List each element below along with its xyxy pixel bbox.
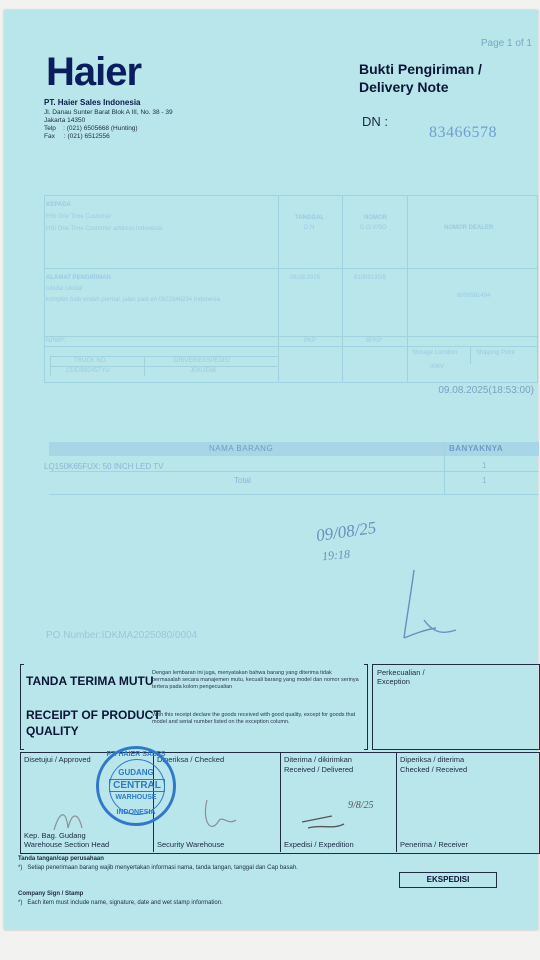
storage-location-value: 006V <box>430 364 445 370</box>
goods-row-qty: 1 <box>482 461 487 470</box>
handwritten-time: 19:18 <box>321 546 351 564</box>
driver-label: DRIVER/EKSPEDISI <box>174 358 231 364</box>
quality-title-en-1: RECEIPT OF PRODUCT <box>26 708 161 722</box>
nomor-value: 81009135/8 <box>354 275 386 281</box>
stamp-bottom-text: INDONESIA <box>116 809 156 816</box>
goods-row-name: LQ150K65FUX: 50 INCH LED TV <box>44 462 164 471</box>
received-delivered-label: Diterima / dikirimkan Received / Delivered <box>284 755 354 774</box>
quality-text-en: With this receipt declare the goods received with good quality, except for goods that model and serial number listed on the exception column. <box>152 712 356 725</box>
footer-note-2-text: *) Each item must include name, signature, date and wet stamp information. <box>18 900 223 906</box>
storage-location-label: Storage Location <box>412 350 458 356</box>
title-line-2: Delivery Note <box>359 79 449 95</box>
po-number: PO Number:IDKMA2025080/0004 <box>46 630 198 641</box>
footer-note-1-text: *) Setiap penerimaan barang wajib menyertakan informasi nama, tanda tangan, tanggal dan Cap basah. <box>18 865 298 871</box>
print-timestamp: 09.08.2025(18:53:00) <box>438 385 534 396</box>
document-title <box>359 60 482 96</box>
company-fax: Fax : (021) 6512556 <box>44 133 110 140</box>
truck-no-value: CDE/B9245TYU <box>66 368 110 374</box>
footer-note-2-title: Company Sign / Stamp <box>18 891 84 897</box>
company-address-line: Jl. Danau Sunter Barat Blok A III, No. 38 - 39 <box>44 109 173 116</box>
pkp-label: PKP <box>304 338 317 344</box>
dn-number: 83466578 <box>429 124 497 141</box>
tanggal-value: 08.08.2025 <box>290 275 321 281</box>
tanggal-label: TANGGAL <box>295 215 325 221</box>
page-number: Page 1 of 1 <box>480 38 532 49</box>
quality-title-id: TANDA TERIMA MUTU <box>26 674 154 688</box>
approved-label: Disetujui / Approved <box>24 755 91 764</box>
goods-table-header <box>49 442 539 456</box>
customer-address: HSI One Time Customer address Indonesia <box>46 226 163 232</box>
receiver-signature-scribble <box>384 560 464 650</box>
driver-value: JEKUE66 <box>190 368 217 374</box>
alamat-label: ALAMAT PENGIRIMAN <box>46 275 111 281</box>
alamat-line-1: tukidal tukidal <box>46 286 83 292</box>
exception-label: Perkecualian / Exception <box>377 668 425 686</box>
haier-logo: Haier <box>46 50 142 94</box>
handwritten-date: 09/08/25 <box>314 517 378 546</box>
dn-label: DN : <box>362 114 388 129</box>
stamp-line-3: WARHOUSE <box>115 794 157 801</box>
checked-label: Diperiksa / Checked <box>157 755 225 764</box>
npwp-label: NPWP: <box>46 338 66 344</box>
total-qty: 1 <box>482 476 487 485</box>
receiver-label: Penerima / Receiver <box>400 840 468 849</box>
stamp-line-2: CENTRAL <box>109 779 165 792</box>
total-label: Total <box>234 476 251 485</box>
warehouse-stamp <box>96 746 176 826</box>
alamat-line-2: komplek bale endah permai, jalan padi en 0822348234 Indonesia <box>46 297 220 303</box>
truck-no-label: TRUCK NO. <box>74 358 107 364</box>
nomor-sub: D.O.V/SO <box>360 225 387 231</box>
ekspedisi-box: EKSPEDISI <box>399 872 497 888</box>
stamp-line-1: GUDANG <box>118 768 154 777</box>
company-address-line: Jakarta 14350 <box>44 117 86 124</box>
dealer-value: 6000581464 <box>457 293 491 299</box>
security-warehouse-label: Security Warehouse <box>157 840 225 849</box>
warehouse-head-label: Kep. Bag. Gudang Warehouse Section Head <box>24 831 110 849</box>
tanggal-sub: D.N <box>304 225 315 231</box>
title-line-1: Bukti Pengiriman / <box>359 61 482 77</box>
company-name: PT. Haier Sales Indonesia <box>44 98 141 107</box>
shipping-point-label: Shipping Point <box>476 350 515 356</box>
nomor-dealer-label: NOMOR DEALER <box>444 225 494 231</box>
col-banyaknya: BANYAKNYA <box>449 444 504 453</box>
bracket-left <box>20 664 24 750</box>
bracket-right <box>364 664 368 750</box>
bpkp-label: BPKP <box>366 338 383 344</box>
delivery-note-sheet <box>4 10 538 930</box>
checked-received-label: Diperiksa / diterima Checked / Received <box>400 755 468 774</box>
stamp-top-text: PT. HAIER SALES <box>106 751 166 758</box>
expedition-label: Expedisi / Expedition <box>284 840 354 849</box>
company-phone: Telp : (021) 6505668 (Hunting) <box>44 125 138 132</box>
nomor-label: NOMOR <box>364 215 387 221</box>
footer-note-1-title: Tanda tangan/cap perusahaan <box>18 856 104 862</box>
exception-box <box>372 664 540 750</box>
signature-scribbles <box>32 790 392 840</box>
col-nama-barang: NAMA BARANG <box>209 444 274 453</box>
quality-text-id: Dengan lembaran ini juga, menyatakan bahwa barang yang diterima tidak bermasalah secara manajemen mutu, kecuali barang yang model dan nomor serinya tertera pada kolom pengecualian <box>152 670 359 690</box>
kepada-label: KEPADA <box>46 202 71 208</box>
expedition-handwritten-date: 9/8/25 <box>348 800 374 811</box>
customer-name: HSI One Time Customer <box>46 214 112 220</box>
quality-title-en-2: QUALITY <box>26 724 79 738</box>
